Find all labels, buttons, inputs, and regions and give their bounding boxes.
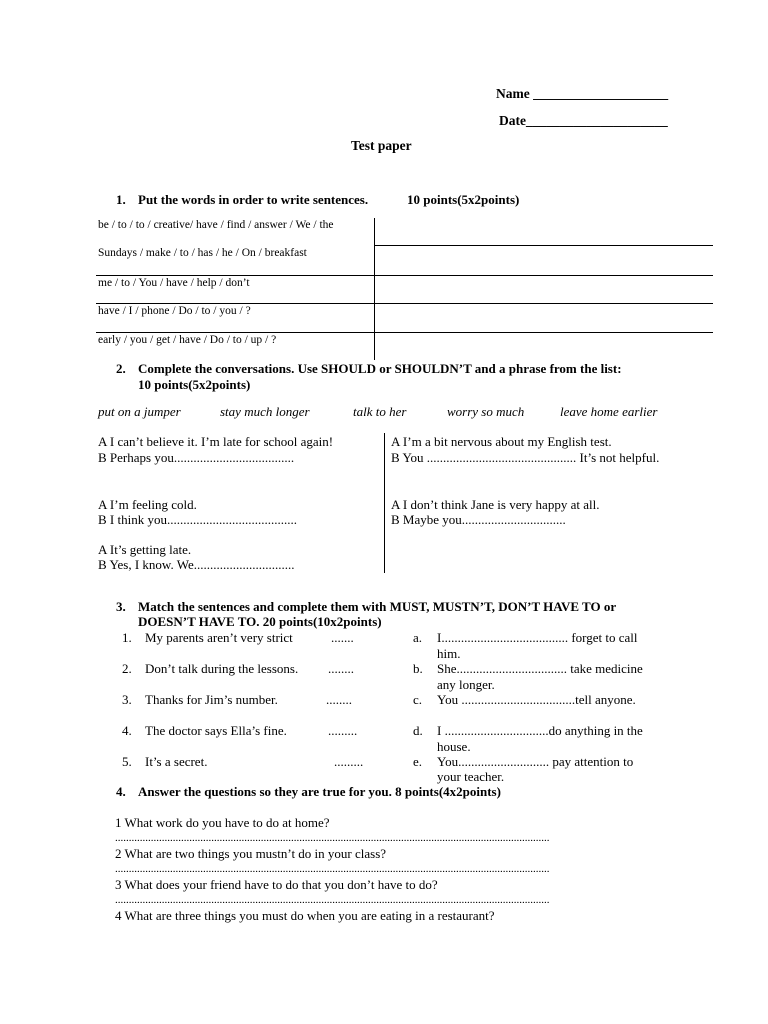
match-right-letter: d. bbox=[413, 723, 423, 738]
date-field-label: Date_____________________ bbox=[499, 113, 668, 128]
match-right-sentence: You ...................................tell anyone. bbox=[437, 692, 636, 707]
name-field-label: Name ____________________ bbox=[496, 86, 669, 101]
phrase-option: leave home earlier bbox=[560, 404, 658, 419]
match-right-sentence: She.................................. take medicine bbox=[437, 661, 643, 676]
match-right-sentence: You............................ pay attention to bbox=[437, 754, 634, 769]
table-divider bbox=[374, 218, 375, 360]
conversation-line-b: B Yes, I know. We............................... bbox=[98, 557, 295, 572]
scrambled-sentence: early / you / get / have / Do / to / up / ? bbox=[98, 334, 277, 346]
section1-points: 10 points(5x2points) bbox=[407, 192, 520, 207]
conversation-line-a: A I don’t think Jane is very happy at all. bbox=[391, 497, 600, 512]
phrase-option: put on a jumper bbox=[98, 404, 181, 419]
match-left-sentence: It’s a secret. bbox=[145, 754, 208, 769]
answer-dotted-line: .............................................................................................................................................................. bbox=[115, 863, 550, 875]
conversation-line-a: A It’s getting late. bbox=[98, 542, 192, 557]
conversation-divider bbox=[384, 433, 385, 573]
match-right-sentence: I ................................do anything in the bbox=[437, 723, 643, 738]
answer-dots: ........ bbox=[326, 692, 352, 707]
match-left-sentence: My parents aren’t very strict bbox=[145, 630, 293, 645]
match-right-sentence-cont: your teacher. bbox=[437, 769, 505, 784]
section4-heading: Answer the questions so they are true for you. 8 points(4x2points) bbox=[138, 784, 501, 799]
page-title: Test paper bbox=[351, 138, 412, 153]
match-left-number: 1. bbox=[122, 630, 132, 645]
conversation-line-a: A I’m a bit nervous about my English test. bbox=[391, 434, 612, 449]
answer-dots: ......... bbox=[334, 754, 364, 769]
section2-points: 10 points(5x2points) bbox=[138, 377, 251, 392]
scrambled-sentence: have / I / phone / Do / to / you / ? bbox=[98, 305, 251, 317]
phrase-option: worry so much bbox=[447, 404, 525, 419]
phrase-option: talk to her bbox=[353, 404, 407, 419]
answer-dotted-line: .............................................................................................................................................................. bbox=[115, 832, 550, 844]
question-text: 3 What does your friend have to do that you don’t have to do? bbox=[115, 877, 438, 892]
section2-heading: Complete the conversations. Use SHOULD or SHOULDN’T and a phrase from the list: bbox=[138, 361, 622, 376]
question-text: 2 What are two things you mustn’t do in your class? bbox=[115, 846, 387, 861]
match-left-sentence: The doctor says Ella’s fine. bbox=[145, 723, 287, 738]
question-text: 1 What work do you have to do at home? bbox=[115, 815, 330, 830]
match-left-number: 2. bbox=[122, 661, 132, 676]
match-right-letter: e. bbox=[413, 754, 423, 769]
match-right-letter: c. bbox=[413, 692, 423, 707]
match-left-sentence: Thanks for Jim’s number. bbox=[145, 692, 278, 707]
match-left-number: 5. bbox=[122, 754, 132, 769]
scrambled-sentence: be / to / to / creative/ have / find / answer / We / the bbox=[98, 219, 334, 231]
match-right-sentence: I....................................... forget to call bbox=[437, 630, 638, 645]
phrase-option: stay much longer bbox=[220, 404, 310, 419]
match-right-sentence-cont: him. bbox=[437, 646, 461, 661]
match-right-sentence-cont: any longer. bbox=[437, 677, 495, 692]
section1-number: 1. bbox=[116, 192, 126, 207]
conversation-line-b: B I think you........................................ bbox=[98, 512, 297, 527]
section1-heading: Put the words in order to write sentences. bbox=[138, 192, 369, 207]
section3-heading: Match the sentences and complete them with MUST, MUSTN’T, DON’T HAVE TO or bbox=[138, 599, 617, 614]
conversation-line-b: B Perhaps you..................................... bbox=[98, 450, 295, 465]
section3-heading-cont: DOESN’T HAVE TO. 20 points(10x2points) bbox=[138, 614, 382, 629]
match-right-sentence-cont: house. bbox=[437, 739, 471, 754]
section3-number: 3. bbox=[116, 599, 126, 614]
scrambled-sentence: Sundays / make / to / has / he / On / breakfast bbox=[98, 247, 307, 259]
match-left-number: 4. bbox=[122, 723, 132, 738]
section2-number: 2. bbox=[116, 361, 126, 376]
answer-dots: ......... bbox=[328, 723, 358, 738]
match-right-letter: b. bbox=[413, 661, 423, 676]
conversation-line-b: B You .............................................. It’s not helpful. bbox=[391, 450, 660, 465]
answer-dots: ........ bbox=[328, 661, 354, 676]
conversation-line-a: A I’m feeling cold. bbox=[98, 497, 197, 512]
question-text: 4 What are three things you must do when you are eating in a restaurant? bbox=[115, 908, 495, 923]
section4-number: 4. bbox=[116, 784, 126, 799]
match-left-sentence: Don’t talk during the lessons. bbox=[145, 661, 299, 676]
table-rule bbox=[374, 245, 713, 246]
answer-dots: ....... bbox=[331, 630, 354, 645]
match-right-letter: a. bbox=[413, 630, 423, 645]
match-left-number: 3. bbox=[122, 692, 132, 707]
conversation-line-a: A I can’t believe it. I’m late for school again! bbox=[98, 434, 334, 449]
scrambled-sentence: me / to / You / have / help / don’t bbox=[98, 277, 250, 289]
answer-dotted-line: .............................................................................................................................................................. bbox=[115, 894, 550, 906]
conversation-line-b: B Maybe you................................ bbox=[391, 512, 566, 527]
